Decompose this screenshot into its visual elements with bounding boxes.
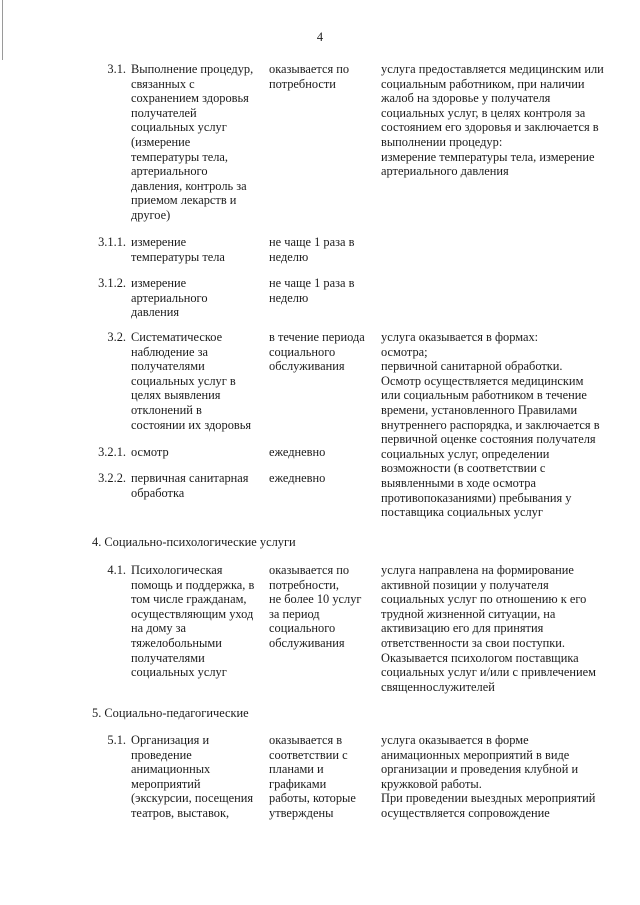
service-description: услуга направлена на формирование активной позиции у получателя социальных услуг по отношению к его трудной жизненной ситуации, на активизацию его для принятия ответственности за свои поступки. Оказывается психологом поставщика социальных услуг и/или с привлечением священнослужителей	[381, 563, 596, 694]
row-number: 4.1.	[107, 563, 126, 577]
service-term: не чаще 1 раза в неделю	[269, 235, 355, 264]
row-number: 3.1.	[107, 62, 126, 76]
row-number: 3.1.1.	[98, 235, 126, 249]
page-number: 4	[316, 30, 324, 44]
service-term: ежедневно	[269, 445, 326, 459]
section-heading-4: 4. Социально-психологические услуги	[92, 535, 296, 549]
service-name: Выполнение процедур, связанных с сохранением здоровья получателей социальных услуг (измерение температуры тела, артериального давления, контроль за приемом лекарств и другое)	[131, 62, 254, 222]
service-term: оказывается по потребности, не более 10 услуг за период социального обслуживания	[269, 563, 362, 650]
service-name: измерение температуры тела	[131, 235, 225, 264]
service-name: Организация и проведение анимационных мероприятий (экскурсии, посещения театров, выставок,	[131, 733, 254, 820]
service-name: осмотр	[131, 445, 169, 459]
row-number: 3.2.1.	[98, 445, 126, 459]
service-term: оказывается в соответствии с планами и графиками работы, которые утверждены	[269, 733, 356, 820]
service-description: услуга оказывается в форме анимационных мероприятий в виде организации и проведения клубной и кружковой работы. При проведении выездных мероприятий осуществляется сопровождение	[381, 733, 596, 820]
row-number: 3.2.2.	[98, 471, 126, 485]
service-description: услуга оказывается в формах: осмотра; первичной санитарной обработки. Осмотр осуществляется медицинским или социальным работником в течение времени, установленного Правилами внутреннего распорядка, и заключается в первичной оценке состояния получателя социальных услуг, определении возможности (в соответствии с выявленными в ходе осмотра противопоказаниями) пребывания у поставщика социальных услуг	[381, 330, 600, 520]
service-name: первичная санитарная обработка	[131, 471, 249, 500]
section-heading-5: 5. Социально-педагогические	[92, 706, 249, 720]
service-name: Систематическое наблюдение за получателями социальных услуг в целях выявления отклонений в состоянии их здоровья	[131, 330, 252, 432]
service-term: ежедневно	[269, 471, 326, 485]
row-number: 3.1.2.	[98, 276, 126, 290]
row-number: 3.2.	[107, 330, 126, 344]
service-term: не чаще 1 раза в неделю	[269, 276, 355, 305]
service-term: оказывается по потребности	[269, 62, 350, 91]
service-name: измерение артериального давления	[131, 276, 208, 320]
service-term: в течение периода социального обслуживания	[269, 330, 365, 374]
service-description: услуга предоставляется медицинским или социальным работником, при наличии жалоб на здоровье у получателя социальных услуг, в целях контроля за состоянием его здоровья и заключается в выполнении процедур: измерение температуры тела, измерение артериального давления	[381, 62, 604, 179]
row-number: 5.1.	[107, 733, 126, 747]
service-name: Психологическая помощь и поддержка, в том числе гражданам, осуществляющим уход на дому за тяжелобольными получателями социальных услуг	[131, 563, 255, 680]
